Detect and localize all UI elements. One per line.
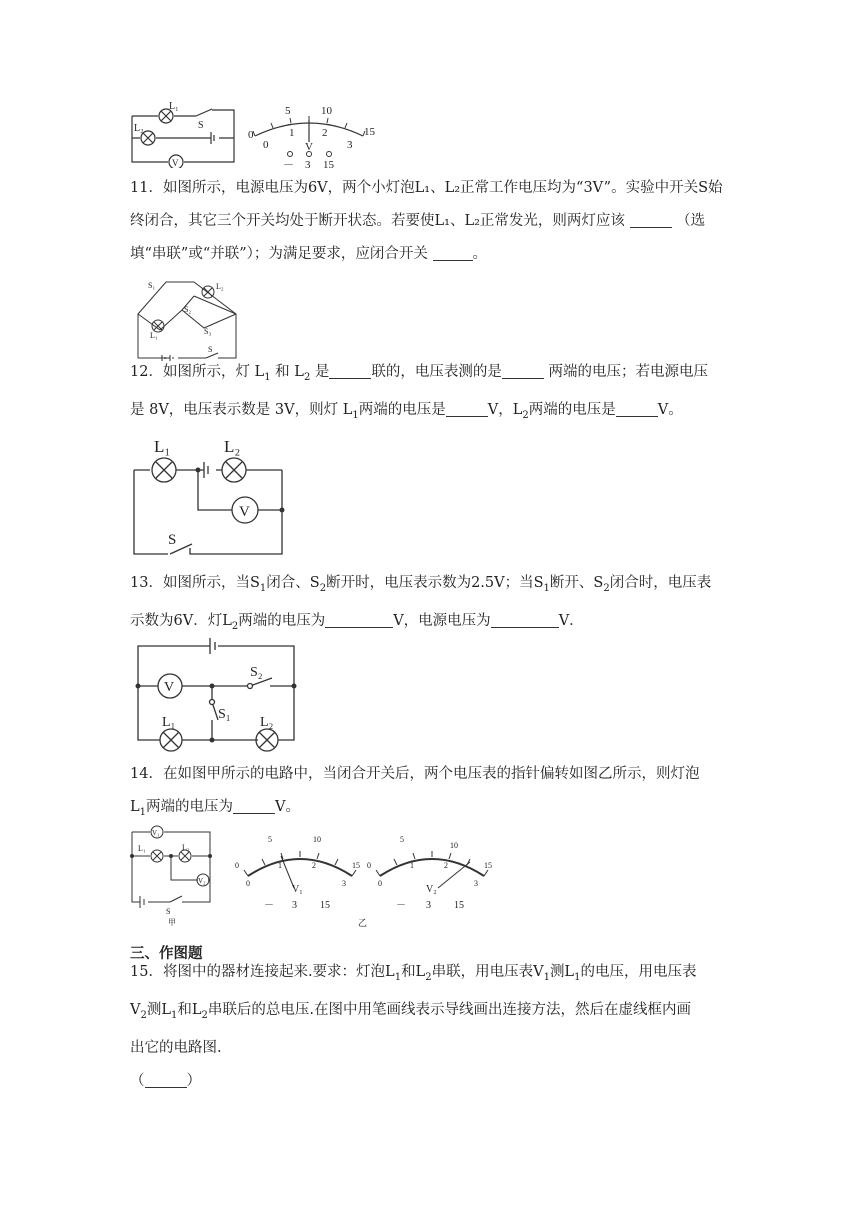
svg-text:L₁: L₁ [162,715,176,730]
svg-text:甲: 甲 [168,918,176,927]
svg-text:15: 15 [484,861,492,870]
question-12: 12．如图所示，灯 $L_1$ 和 $L_2$ 是 联的，电压表测的是 两端的电压；若电源电压 是 8V，电压表示数是 3V，则灯 $L_1$两端的电压是 V，$L_2$两端的电压是 V。 [130,356,730,432]
svg-text:15: 15 [323,159,334,170]
svg-text:0: 0 [235,861,239,870]
svg-text:S₃: S₃ [204,327,212,336]
svg-text:3: 3 [292,900,297,911]
answer-blank[interactable] [329,360,371,379]
svg-text:S: S [166,907,171,916]
svg-text:L₂: L₂ [224,437,241,456]
svg-text:5: 5 [268,835,272,844]
svg-text:S: S [168,532,177,548]
q14-voltmeter-v1 [234,832,366,912]
svg-text:3: 3 [305,159,311,170]
svg-text:V₂: V₂ [198,877,206,885]
svg-text:3: 3 [347,139,353,151]
svg-text:0: 0 [248,129,254,141]
svg-text:L₁: L₁ [150,331,158,340]
svg-text:1: 1 [289,127,295,139]
svg-text:10: 10 [450,841,458,850]
svg-text:－: － [264,900,274,911]
svg-text:V: V [305,141,313,153]
svg-text:L₁: L₁ [154,437,171,456]
svg-text:V₁: V₁ [152,829,160,837]
svg-text:L₂: L₂ [182,843,190,852]
svg-text:3: 3 [474,879,478,888]
svg-text:15: 15 [352,861,360,870]
svg-text:5: 5 [400,835,404,844]
top-circuit-figure [126,100,241,168]
svg-text:3: 3 [342,879,346,888]
svg-text:S₁: S₁ [148,281,156,290]
svg-text:1: 1 [410,861,414,870]
answer-blank[interactable] [502,360,544,379]
answer-blank[interactable] [616,398,658,417]
question-13: 13．如图所示，当$S_1$闭合、$S_2$断开时，电压表示数为2.5V；当$S_1$断开、$S_2$闭合时，电压表 示数为6V．灯$L_2$两端的电压为 V，电源电压为 V． [130,575,712,632]
svg-text:1: 1 [278,861,282,870]
q14-label-yi [356,914,376,930]
top-voltmeter-dial [245,102,380,170]
answer-blank[interactable] [433,242,473,261]
q12-circuit-figure [128,434,288,560]
svg-text:V: V [239,504,250,520]
svg-text:15: 15 [320,900,330,911]
svg-text:－: － [396,900,406,911]
q14-voltmeter-v2 [366,832,498,912]
svg-text:3: 3 [426,900,431,911]
svg-text:V: V [164,680,175,695]
svg-text:S₂: S₂ [250,665,263,680]
svg-text:5: 5 [285,105,291,117]
svg-text:S: S [198,120,204,131]
svg-text:乙: 乙 [358,918,368,928]
answer-blank[interactable] [630,209,672,228]
svg-text:L₂: L₂ [134,123,144,134]
svg-text:S₁: S₁ [218,707,231,722]
svg-text:0: 0 [246,879,250,888]
svg-text:15: 15 [454,900,464,911]
question-14: 14．在如图甲所示的电路中，当闭合开关后，两个电压表的指针偏转如图乙所示，则灯泡 $L_1$两端的电压为 V。 [130,766,700,818]
svg-text:10: 10 [313,835,321,844]
svg-text:0: 0 [367,861,371,870]
svg-text:L₂: L₂ [260,715,274,730]
svg-text:2: 2 [322,127,328,139]
answer-blank[interactable] [145,1069,187,1088]
svg-text:L₂: L₂ [216,282,224,291]
svg-text:10: 10 [321,105,332,117]
answer-blank[interactable] [325,609,393,628]
svg-text:S₂: S₂ [184,305,192,314]
answer-blank[interactable] [233,795,275,814]
svg-text:S: S [208,345,213,354]
svg-text:L₁: L₁ [169,101,179,112]
answer-blank[interactable] [446,398,488,417]
svg-text:V₁: V₁ [292,884,303,895]
question-15: 15．将图中的器材连接起来.要求：灯泡$L_1$和$L_2$串联，用电压表$V_1$测$L_1$的电压，用电压表 $V_2$测$L_1$和$L_2$串联后的总电压.在图中用笔画线表示导线画出连接方法，然后在虚线框内画 出它的电路图. （ ） [130,964,697,1089]
q11-circuit-figure [134,276,242,362]
svg-text:V₂: V₂ [426,884,437,895]
section-heading: 三、作图题 [130,945,203,962]
q14-circuit-jia [126,824,216,930]
svg-text:0: 0 [378,879,382,888]
svg-text:L₁: L₁ [138,844,146,853]
svg-text:2: 2 [312,861,316,870]
q13-circuit-figure [132,636,300,752]
svg-text:0: 0 [263,139,269,151]
svg-text:15: 15 [364,126,375,138]
question-11: 11．如图所示，电源电压为6V，两个小灯泡L₁、L₂正常工作电压均为“3V”。实验中开关S始终闭合，其它三个开关均处于断开状态。若要使L₁、L₂正常发光，则两灯应该 （选填“串联”或“并联”）；为满足要求，应闭合开关 。 [130,180,723,262]
svg-text:2: 2 [444,861,448,870]
svg-text:V: V [172,158,179,168]
svg-text:－: － [283,159,294,170]
answer-blank[interactable] [491,609,559,628]
